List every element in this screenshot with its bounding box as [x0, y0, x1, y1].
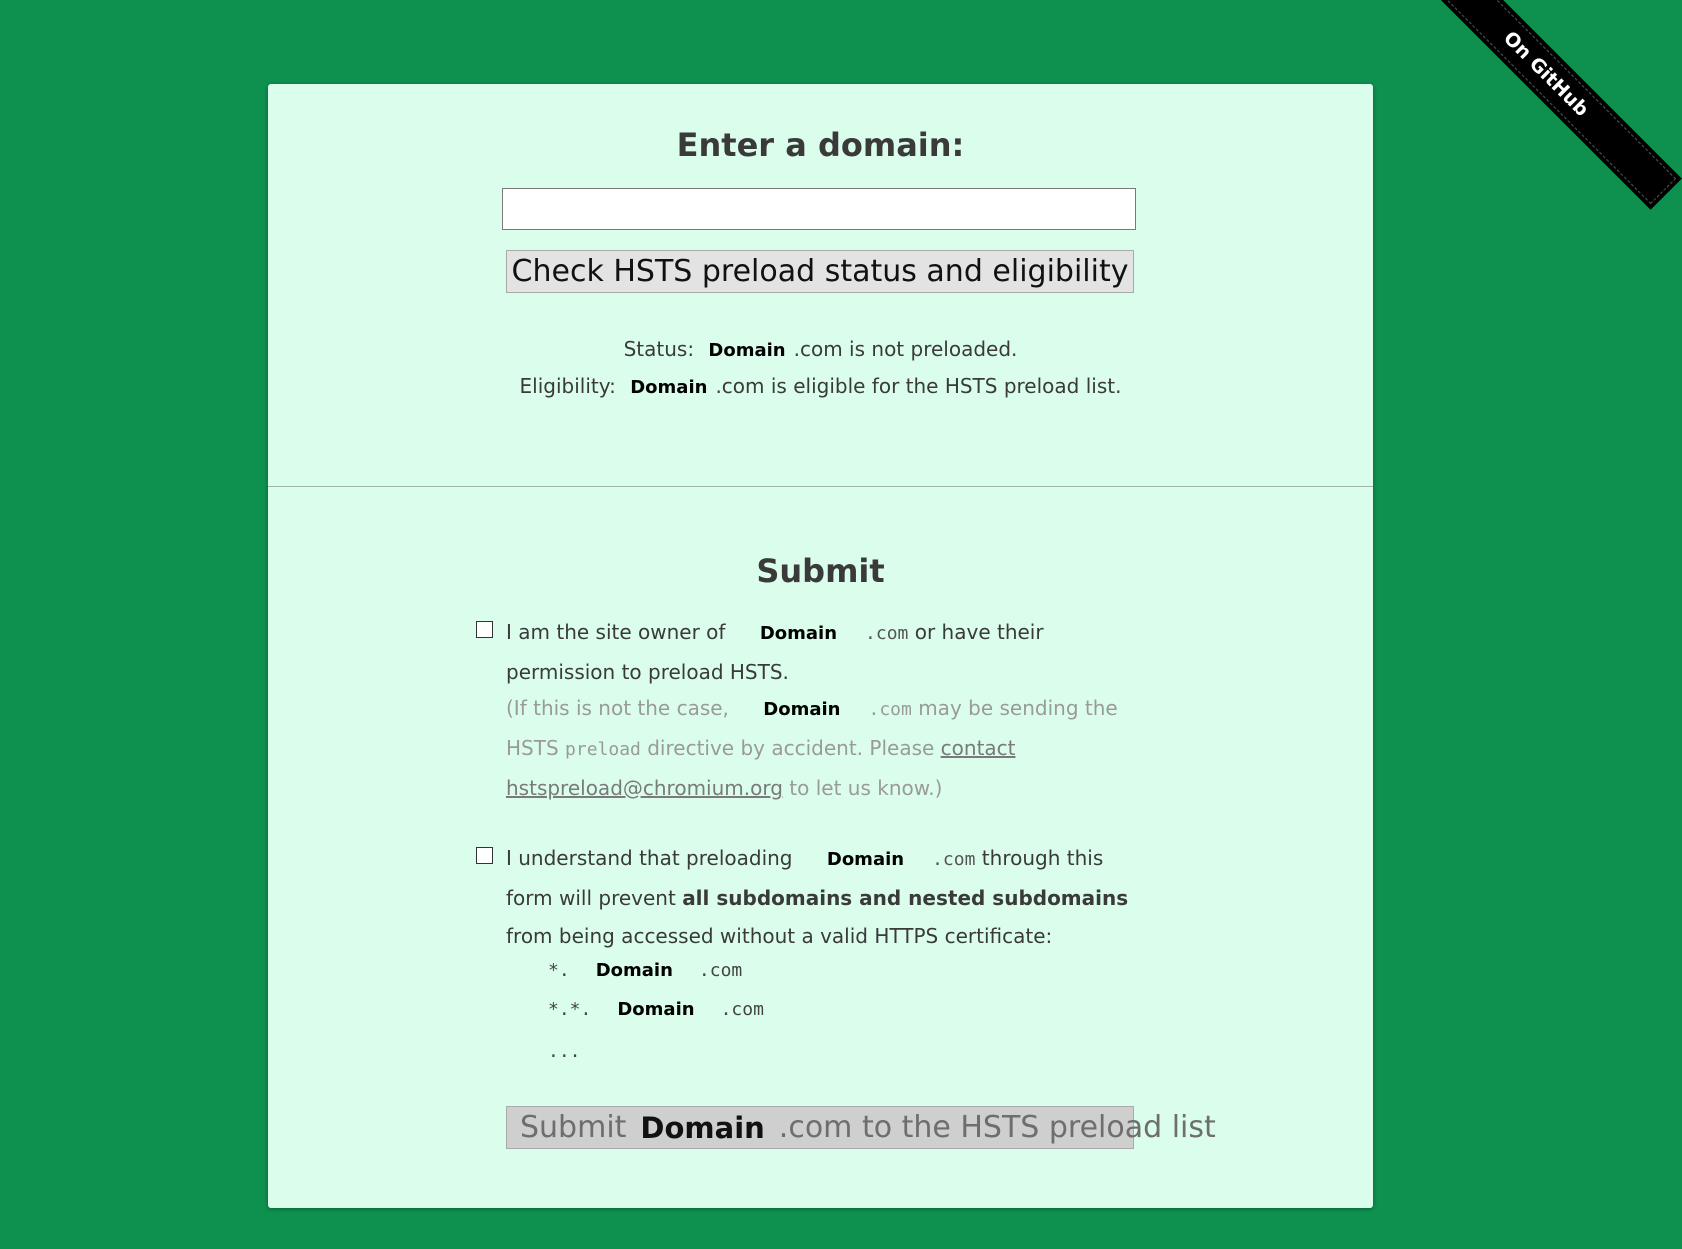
subdomains-suffix: from being accessed without a valid HTTPS certificate:	[506, 924, 1053, 948]
owner-note-domain: Domain	[763, 699, 841, 720]
status-domain: Domain	[708, 340, 786, 361]
submit-button-domain: Domain	[640, 1110, 765, 1145]
wildcard-example	[548, 999, 764, 1020]
wildcard-domain: Domain	[595, 960, 673, 981]
main-card	[268, 84, 1373, 1208]
enter-domain-heading: Enter a domain:	[676, 126, 965, 164]
status-text: .com is not preloaded.	[793, 337, 1018, 361]
owner-note-mid: may be sending the HSTS	[506, 696, 1118, 760]
subdomains-checkbox[interactable]	[476, 847, 493, 864]
preload-code: preload	[565, 739, 641, 760]
eligibility-label: Eligibility:	[519, 374, 616, 398]
eligibility-text: .com is eligible for the HSTS preload list.	[715, 374, 1122, 398]
owner-tld: .com	[865, 623, 909, 644]
status-line	[268, 337, 1373, 361]
subdomains-statement	[506, 839, 1146, 955]
wildcard-tld: .com	[720, 999, 764, 1020]
submit-heading: Submit	[756, 552, 885, 590]
subdomains-tld: .com	[932, 849, 976, 870]
submit-button[interactable]	[506, 1106, 1216, 1149]
submit-button-prefix: Submit	[520, 1110, 627, 1145]
status-label: Status:	[623, 337, 695, 361]
owner-note-after: directive by accident. Please	[647, 736, 935, 760]
owner-note-tld: .com	[868, 699, 912, 720]
subdomains-domain: Domain	[826, 849, 905, 870]
owner-statement	[506, 613, 1146, 691]
wildcard-prefix: *.	[548, 960, 570, 981]
wildcard-example	[548, 960, 742, 981]
subdomains-mid: through this form will prevent	[506, 846, 1104, 910]
owner-suffix: or have their permission to preload HSTS.	[506, 620, 1044, 684]
owner-checkbox[interactable]	[476, 621, 493, 638]
github-ribbon-link[interactable]: On GitHub	[1410, 0, 1682, 210]
wildcard-tld: .com	[698, 960, 743, 981]
domain-input[interactable]	[502, 188, 1136, 230]
eligibility-domain: Domain	[630, 377, 708, 398]
owner-note-suffix: to let us know.)	[789, 776, 943, 800]
submit-button-suffix: .com to the HSTS preload list	[778, 1110, 1216, 1145]
owner-note-prefix: (If this is not the case,	[506, 696, 729, 720]
wildcard-ellipsis: ...	[548, 1041, 581, 1062]
subdomains-bold: all subdomains and nested subdomains	[682, 886, 1129, 910]
owner-note	[506, 689, 1146, 807]
owner-prefix: I am the site owner of	[506, 620, 726, 644]
contact-link[interactable]: contact hstspreload@chromium.org	[506, 736, 1016, 800]
section-divider	[268, 486, 1373, 487]
eligibility-line	[268, 374, 1373, 398]
wildcard-domain: Domain	[617, 999, 695, 1020]
check-status-button[interactable]: Check HSTS preload status and eligibility	[506, 250, 1134, 293]
owner-domain: Domain	[759, 623, 838, 644]
wildcard-prefix: *.*.	[548, 999, 592, 1020]
github-ribbon-container	[1400, 0, 1640, 240]
subdomains-prefix: I understand that preloading	[506, 846, 793, 870]
